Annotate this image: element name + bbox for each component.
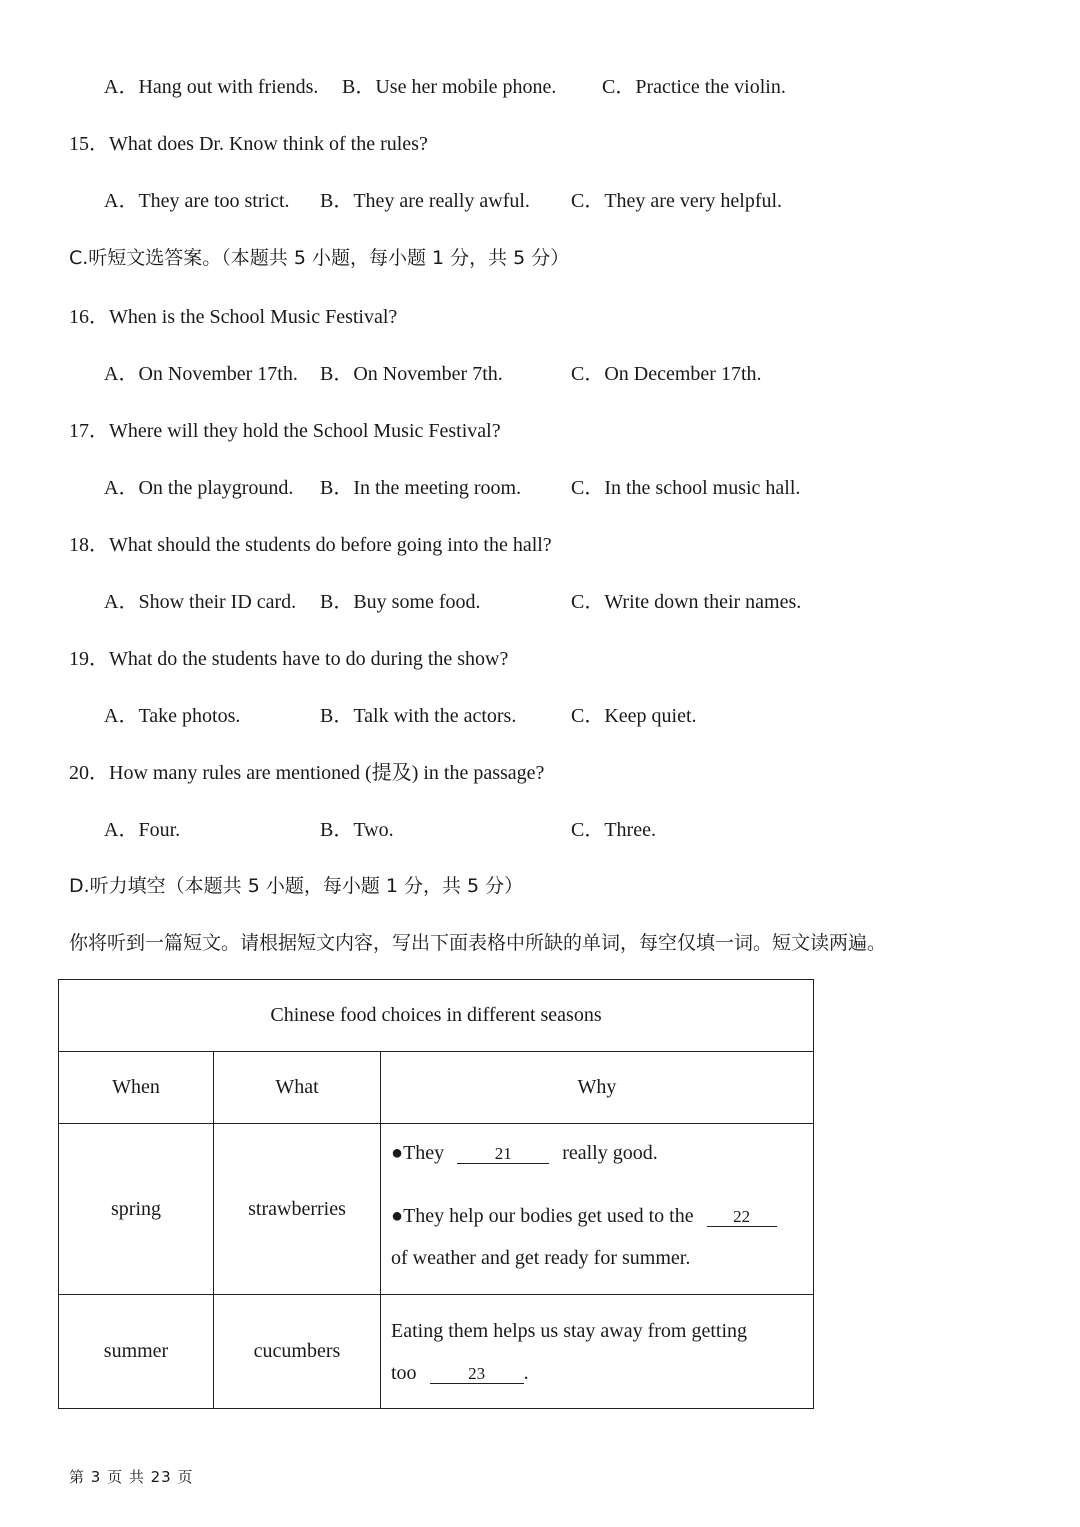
- table-title: Chinese food choices in different seasons: [59, 980, 814, 1052]
- q16-option-a: A．On November 17th.: [104, 363, 298, 385]
- q14-option-a: A．Hang out with friends.: [104, 76, 319, 98]
- row-summer-why: [381, 1295, 814, 1409]
- table-row: [59, 1295, 814, 1409]
- q16-option-b: B．On November 7th.: [320, 363, 503, 385]
- why-summer-too: too: [391, 1361, 417, 1384]
- q19-option-a: A．Take photos.: [104, 705, 241, 727]
- q19-option-c: C．Keep quiet.: [571, 705, 697, 727]
- q20-option-a: A．Four.: [104, 819, 181, 841]
- why-1-pre: ●They: [391, 1142, 445, 1164]
- row-summer-what: cucumbers: [214, 1295, 381, 1409]
- q18-stem: 18．What should the students do before going into the hall?: [69, 534, 552, 556]
- q17-option-b: B．In the meeting room.: [320, 477, 522, 499]
- page-footer: 第 3 页 共 23 页: [69, 1468, 194, 1486]
- q15-option-a: A．They are too strict.: [104, 190, 290, 212]
- q17-option-a: A．On the playground.: [104, 477, 294, 499]
- q18-option-c: C．Write down their names.: [571, 591, 802, 613]
- q17-option-c: C．In the school music hall.: [571, 477, 801, 499]
- row-summer-when: summer: [59, 1295, 214, 1409]
- q20-option-c: C．Three.: [571, 819, 656, 841]
- table-row: [59, 1124, 814, 1295]
- q17-stem: 17．Where will they hold the School Music Festival?: [69, 420, 501, 442]
- q16-option-c: C．On December 17th.: [571, 363, 762, 385]
- q19-stem: 19．What do the students have to do during the show?: [69, 648, 509, 670]
- blank-23[interactable]: 23: [430, 1365, 524, 1384]
- q19-option-b: B．Talk with the actors.: [320, 705, 517, 727]
- row-spring-why: [381, 1124, 814, 1295]
- section-d-instruction: 你将听到一篇短文。请根据短文内容，写出下面表格中所缺的单词，每空仅填一词。短文读两遍。: [69, 932, 887, 954]
- why-2-pre: ●They help our bodies get used to the: [391, 1205, 694, 1227]
- why-summer-pre: Eating them helps us stay away from getting: [391, 1319, 748, 1342]
- q16-stem: 16．When is the School Music Festival?: [69, 306, 398, 328]
- q15-option-b: B．They are really awful.: [320, 190, 530, 212]
- q15-option-c: C．They are very helpful.: [571, 190, 783, 212]
- blank-22[interactable]: 22: [707, 1208, 777, 1227]
- q14-option-c: C．Practice the violin.: [602, 76, 786, 98]
- row-spring-when: spring: [59, 1124, 214, 1295]
- section-d-title: D.听力填空（本题共 5 小题，每小题 1 分，共 5 分）: [69, 875, 524, 897]
- why-summer-end: .: [523, 1361, 529, 1384]
- table-title-row: [59, 980, 814, 1052]
- header-why: Why: [381, 1052, 814, 1124]
- section-c-title: C.听短文选答案。（本题共 5 小题，每小题 1 分，共 5 分）: [69, 247, 570, 269]
- header-when: When: [59, 1052, 214, 1124]
- q20-stem: 20．How many rules are mentioned (提及) in the passage?: [69, 762, 545, 784]
- why-2-post: of weather and get ready for summer.: [391, 1247, 691, 1269]
- why-1-post: really good.: [562, 1142, 658, 1164]
- header-what: What: [214, 1052, 381, 1124]
- q18-option-b: B．Buy some food.: [320, 591, 481, 613]
- q20-option-b: B．Two.: [320, 819, 394, 841]
- row-spring-what: strawberries: [214, 1124, 381, 1295]
- table-header-row: [59, 1052, 814, 1124]
- q18-option-a: A．Show their ID card.: [104, 591, 297, 613]
- q15-stem: 15．What does Dr. Know think of the rules?: [69, 133, 428, 155]
- q14-option-b: B．Use her mobile phone.: [342, 76, 557, 98]
- food-table: [58, 979, 814, 1409]
- blank-21[interactable]: 21: [457, 1145, 549, 1164]
